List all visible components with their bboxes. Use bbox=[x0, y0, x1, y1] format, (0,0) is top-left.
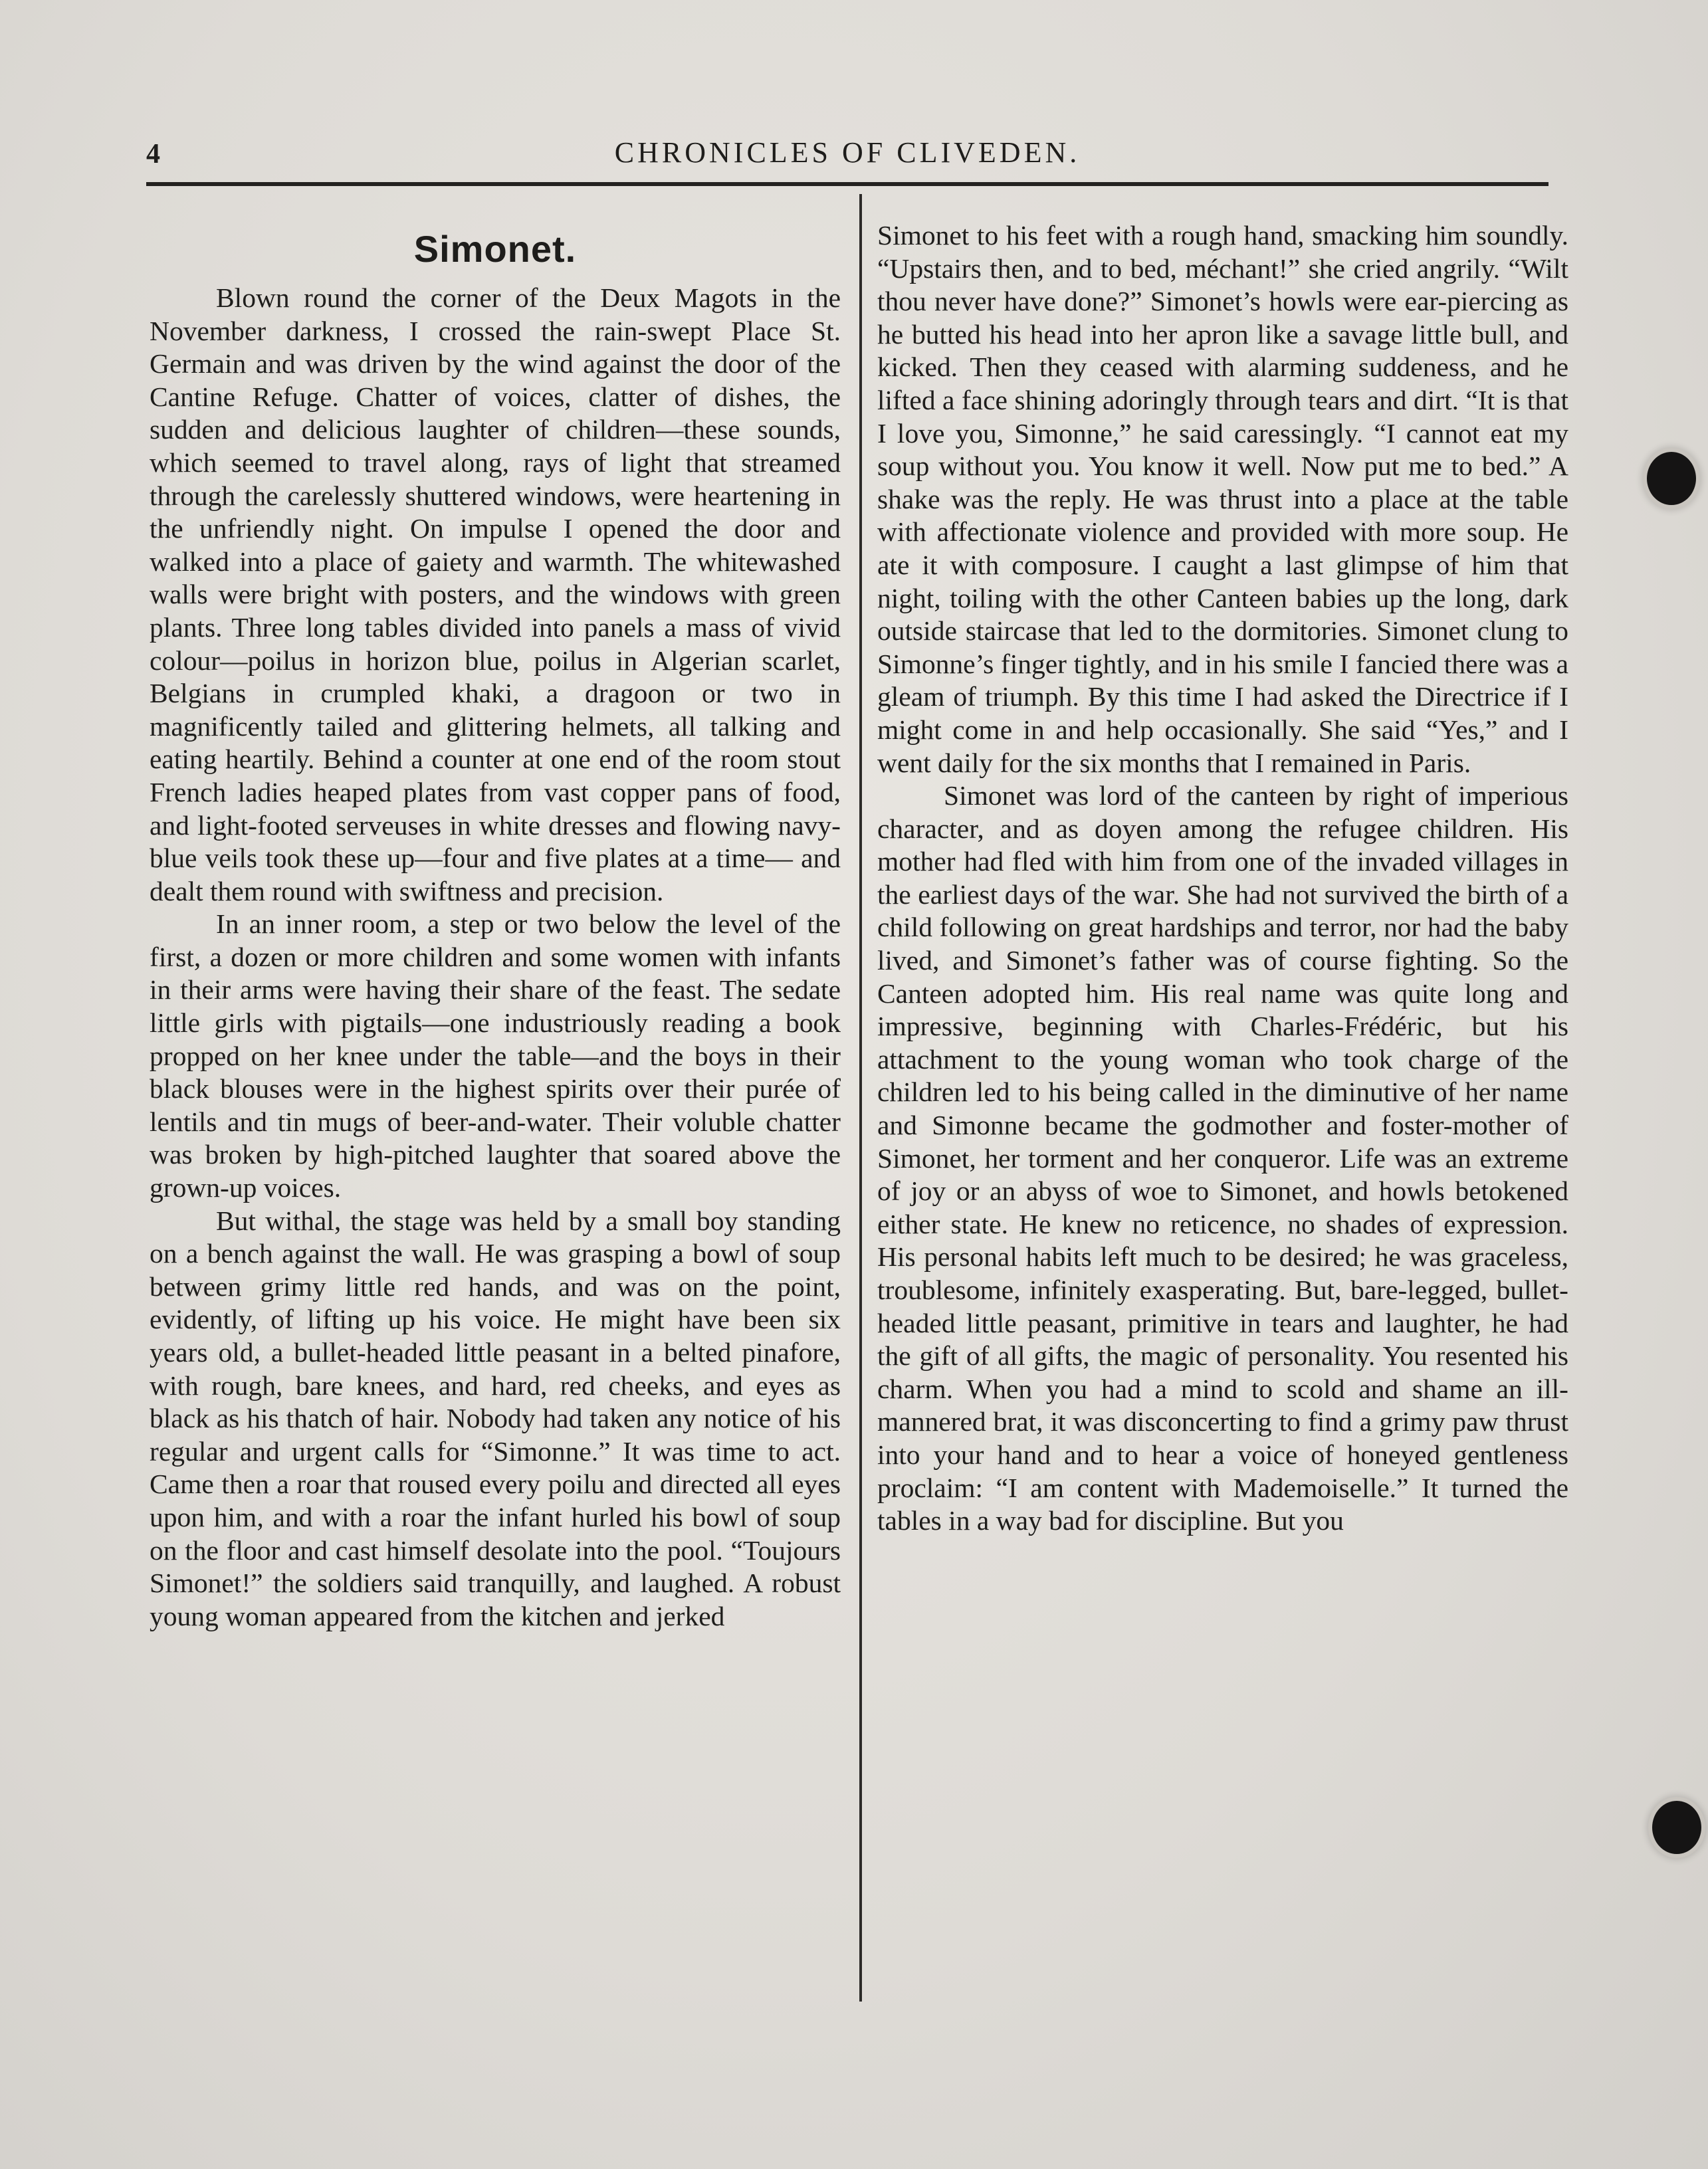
page-number: 4 bbox=[146, 139, 160, 169]
paragraph-2: In an inner room, a step or two below the level of the first, a dozen or more children and some women with infants in their arms were having their share of the feast. The sedate little girls with pigtails—one industriously reading a book propped on her knee under the table—and the boys in their black blouses were in the highest spirits over their purée of lentils and tin mugs of beer-and-water. Their voluble chatter was broken by high-pitched laughter that soared above the grown-up voices. bbox=[150, 908, 841, 1203]
punch-hole-bottom bbox=[1652, 1801, 1701, 1854]
article-title: Simonet. bbox=[413, 228, 577, 270]
column-divider bbox=[859, 194, 862, 2002]
running-title: CHRONICLES OF CLIVEDEN. bbox=[614, 136, 1081, 169]
paragraph-1: Blown round the corner of the Deux Magots in the November darkness, I crossed the rain-swept Place St. Germain and was driven by the wind against the door of the Cantine Refuge. Chatter of voices, clatter of dishes, the sudden and delicious laughter of children—these sounds, which seemed to travel along, rays of light that streamed through the carelessly shuttered windows, were heartening in the unfriendly night. On impulse I opened the door and walked into a place of gaiety and warmth. The whitewashed walls were bright with posters, and the windows with green plants. Three long tables divided into panels a mass of vivid colour—poilus in horizon blue, poilus in Algerian scarlet, Belgians in crumpled khaki, a dragoon or two in magnificently tailed and glittering helmets, all talking and eating heartily. Behind a counter at one end of the room stout French ladies heaped plates from vast copper pans of food, and light-footed serveuses in white dresses and flowing navy-blue veils took these up—four and five plates at a time— and dealt them round with swiftness and precision. bbox=[150, 282, 841, 906]
right-column bbox=[877, 219, 1568, 1538]
left-column bbox=[150, 282, 841, 1633]
page-header bbox=[146, 133, 1548, 186]
paragraph-4: Simonet was lord of the canteen by right of imperious character, and as doyen among the refugee children. His mother had fled with him from one of the invaded villages in the earliest days of the war. She had not survived the birth of a child following on great hardships and terror, nor had the baby lived, and Simonet’s father was of course fighting. So the Canteen adopted him. His real name was quite long and impressive, beginning with Charles-Frédéric, but his attachment to the young woman who took charge of the children led to his being called in the diminutive of her name and Simonne became the godmother and foster-mother of Simonet, her torment and her conqueror. Life was an extreme of joy or an abyss of woe to Simonet, and howls betokened either state. He knew no reticence, no shades of expression. His personal habits left much to be desired; he was graceless, troublesome, infinitely exasperating. But, bare-legged, bullet-headed little peasant, primitive in tears and laughter, he had the gift of all gifts, the magic of personality. You resented his charm. When you had a mind to scold and shame an ill-mannered brat, it was disconcerting to find a grimy paw thrust into your hand and to hear a voice of honeyed gentleness proclaim: “I am content with Mademoiselle.” It turned the tables in a way bad for discipline. But you bbox=[877, 780, 1568, 1536]
paragraph-3-continued: Simonet to his feet with a rough hand, smacking him soundly. “Upstairs then, and to bed, méchant!” she cried angrily. “Wilt thou never have done?” Simonet’s howls were ear-piercing as he butted his head into her apron like a savage little bull, and kicked. Then they ceased with alarming suddeness, and he lifted a face shining adoringly through tears and dirt. “It is that I love you, Simonne,” he said caressingly. “I cannot eat my soup without you. You know it well. Now put me to bed.” A shake was the reply. He was thrust into a place at the table with affectionate violence and provided with more soup. He ate it with composure. I caught a last glimpse of him that night, toiling with the other Canteen babies up the long, dark outside staircase that led to the dormitories. Simonet clung to Simonne’s finger tightly, and in his smile I fancied there was a gleam of triumph. By this time I had asked the Directrice if I might come in and help occasionally. She said “Yes,” and I went daily for the six months that I remained in Paris. bbox=[877, 220, 1568, 778]
paragraph-3: But withal, the stage was held by a small boy standing on a bench against the wall. He was grasping a bowl of soup between grimy little red hands, and was on the point, evidently, of lifting up his voice. He might have been six years old, a bullet-headed little peasant in a belted pinafore, with rough, bare knees, and hard, red cheeks, and eyes as black as his thatch of hair. Nobody had taken any notice of his regular and urgent calls for “Simonne.” It was time to act. Came then a roar that roused every poilu and directed all eyes upon him, and with a roar the infant hurled his bowl of soup on the floor and cast himself desolate into the pool. “Toujours Simonet!” the soldiers said tranquilly, and laughed. A robust young woman appeared from the kitchen and jerked bbox=[150, 1205, 841, 1631]
header-rule bbox=[146, 182, 1548, 186]
punch-hole-top bbox=[1647, 452, 1696, 505]
